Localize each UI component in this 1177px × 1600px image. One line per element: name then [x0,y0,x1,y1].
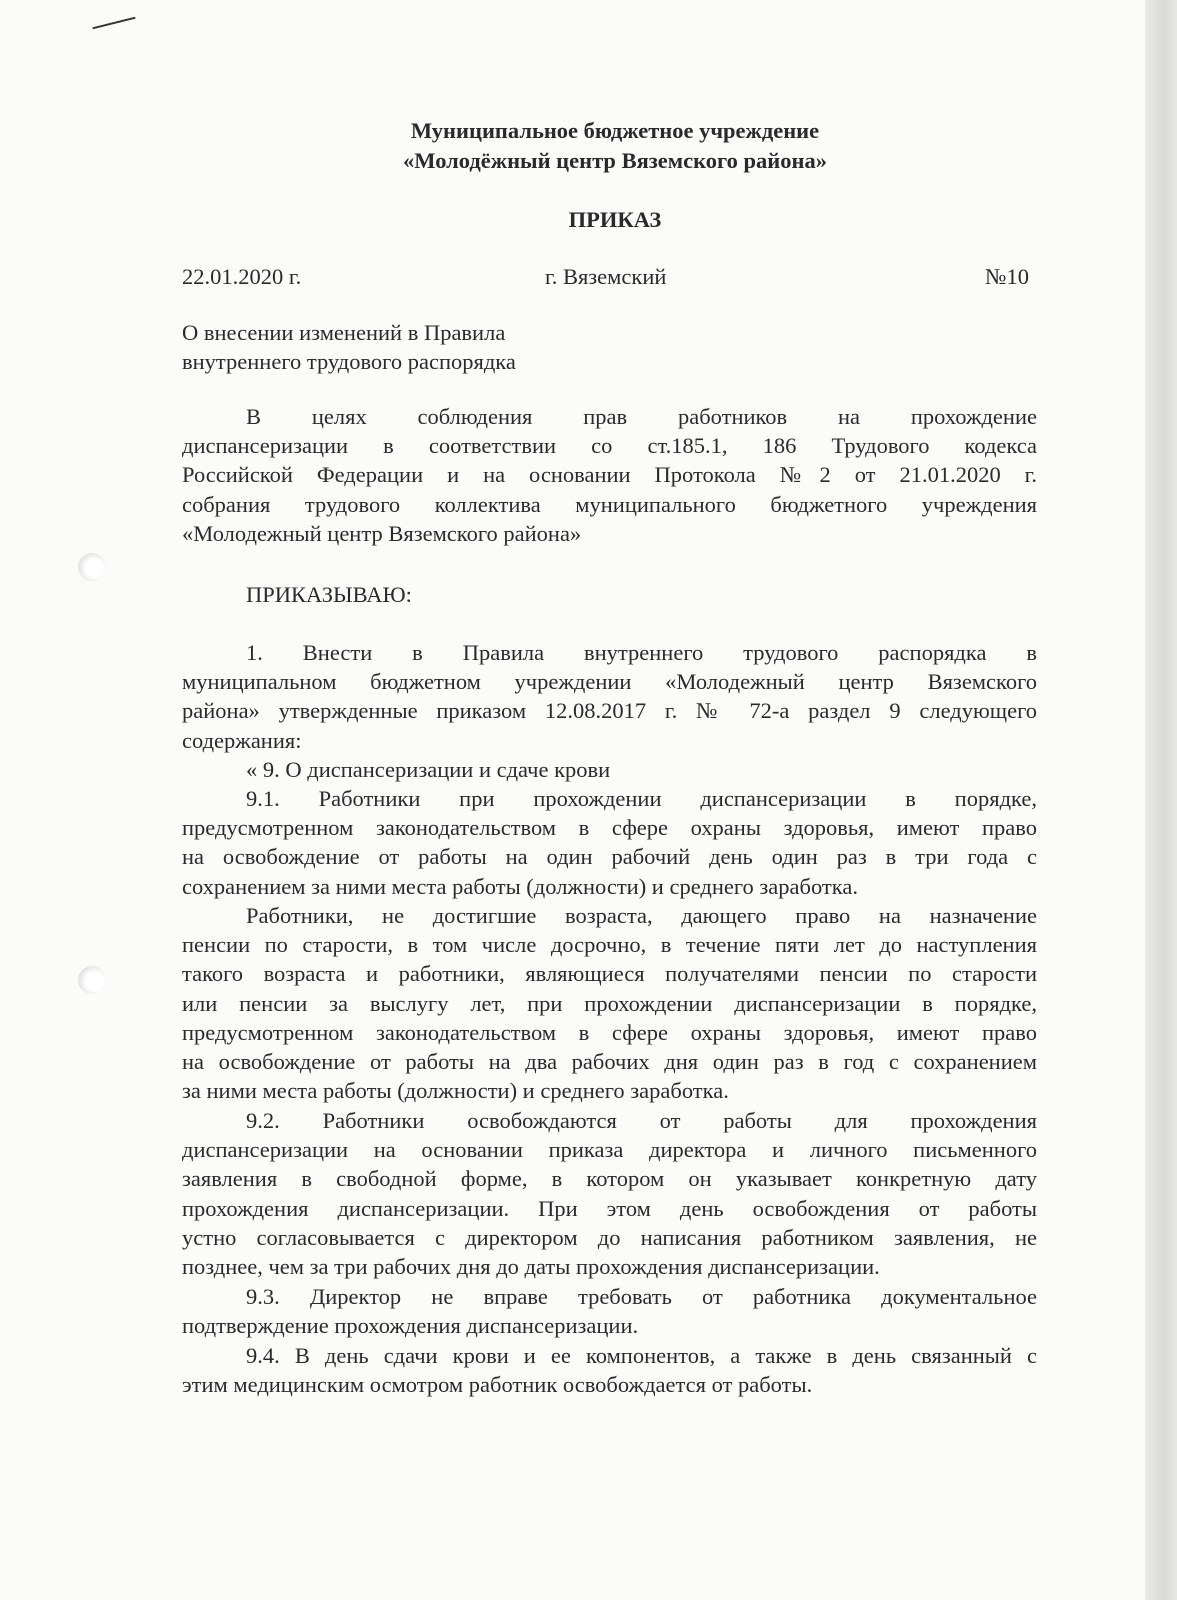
text-line: 9.4. В день сдачи крови и ее компонентов, а также в день связанный с [246,1343,1037,1368]
subject-line2: внутреннего трудового распорядка [182,349,516,374]
text-line: муниципальном бюджетном учреждении «Молодежный центр Вяземского [182,669,1037,695]
text-line: « 9. О диспансеризации и сдаче крови [246,757,611,782]
document-title: ПРИКАЗ [568,207,662,232]
text-line: прохождения диспансеризации. При этом день освобождения от работы [182,1195,1037,1221]
text-line: сохранением за ними места работы (должности) и среднего заработка. [182,873,858,899]
item-1-paragraph [182,638,1037,755]
text-line: пенсии по старости, в том числе досрочно, в течение пяти лет до наступления [182,932,1037,958]
text-line: Работники, не достигшие возраста, дающего право на назначение [246,903,1037,928]
punch-hole [78,553,106,581]
clause-9-4 [182,1341,1037,1399]
text-line: диспансеризации на основании приказа директора и личного письменного [182,1137,1037,1163]
pen-mark [92,17,135,30]
order-city: г. Вяземский [545,264,667,289]
text-line: этим медицинским осмотром работник освобождается от работы. [182,1372,813,1398]
text-line: предусмотренном законодательством в сфере охраны здоровья, имеют право [182,815,1037,841]
text-line: или пенсии за выслугу лет, при прохождении диспансеризации в порядке, [182,990,1037,1016]
clause-9-2 [182,1106,1037,1281]
text-line: заявления в свободной форме, в котором он указывает конкретную дату [182,1166,1037,1192]
text-line: собрания трудового коллектива муниципального бюджетного учреждения [182,491,1037,517]
text-line: подтверждение прохождения диспансеризации. [182,1313,639,1339]
text-line: В целях соблюдения прав работников на прохождение [246,404,1037,429]
clause-9-3 [182,1282,1037,1340]
text-line: на освобождение от работы на один рабочий день один раз в три года с [182,844,1037,870]
text-line: на освобождение от работы на два рабочих дня один раз в год с сохранением [182,1049,1037,1075]
text-line: 9.3. Директор не вправе требовать от работника документальное [246,1284,1037,1309]
org-name-line1: Муниципальное бюджетное учреждение [410,118,820,143]
clause-9-1 [182,784,1037,901]
subject-line1: О внесении изменений в Правила [182,320,506,345]
text-line: «Молодежный центр Вяземского района» [182,520,582,546]
text-line: 1. Внести в Правила внутреннего трудового распорядка в [246,640,1037,665]
preamble-paragraph [182,402,1037,548]
text-line: района» утвержденные приказом 12.08.2017 г. № 72-а раздел 9 следующего [182,698,1037,724]
org-name-line2: «Молодёжный центр Вяземского района» [403,148,827,173]
text-line: Российской Федерации и на основании Протокола №2 от 21.01.2020 г. [182,462,1037,488]
text-line: предусмотренном законодательством в сфере охраны здоровья, имеют право [182,1019,1037,1045]
scan-edge-shadow [1145,0,1177,1600]
text-line: диспансеризации в соответствии со ст.185.1, 186 Трудового кодекса [182,433,1037,459]
order-word: ПРИКАЗЫВАЮ: [246,582,412,607]
punch-hole [78,966,106,994]
order-number: №10 [985,264,1029,289]
section-9-title [182,755,1037,784]
text-line: 9.1. Работники при прохождении диспансеризации в порядке, [246,786,1037,811]
text-line: такого возраста и работники, являющиеся получателями пенсии по старости [182,961,1037,987]
clause-9-1-continued [182,901,1037,1105]
text-line: за ними места работы (должности) и среднего заработка. [182,1078,729,1104]
text-line: позднее, чем за три рабочих дня до даты прохождения диспансеризации. [182,1254,880,1280]
order-date: 22.01.2020 г. [182,264,302,289]
text-line: содержания: [182,727,302,753]
text-line: устно согласовывается с директором до написания работником заявления, не [182,1224,1037,1250]
text-line: 9.2. Работники освобождаются от работы для прохождения [246,1108,1037,1133]
